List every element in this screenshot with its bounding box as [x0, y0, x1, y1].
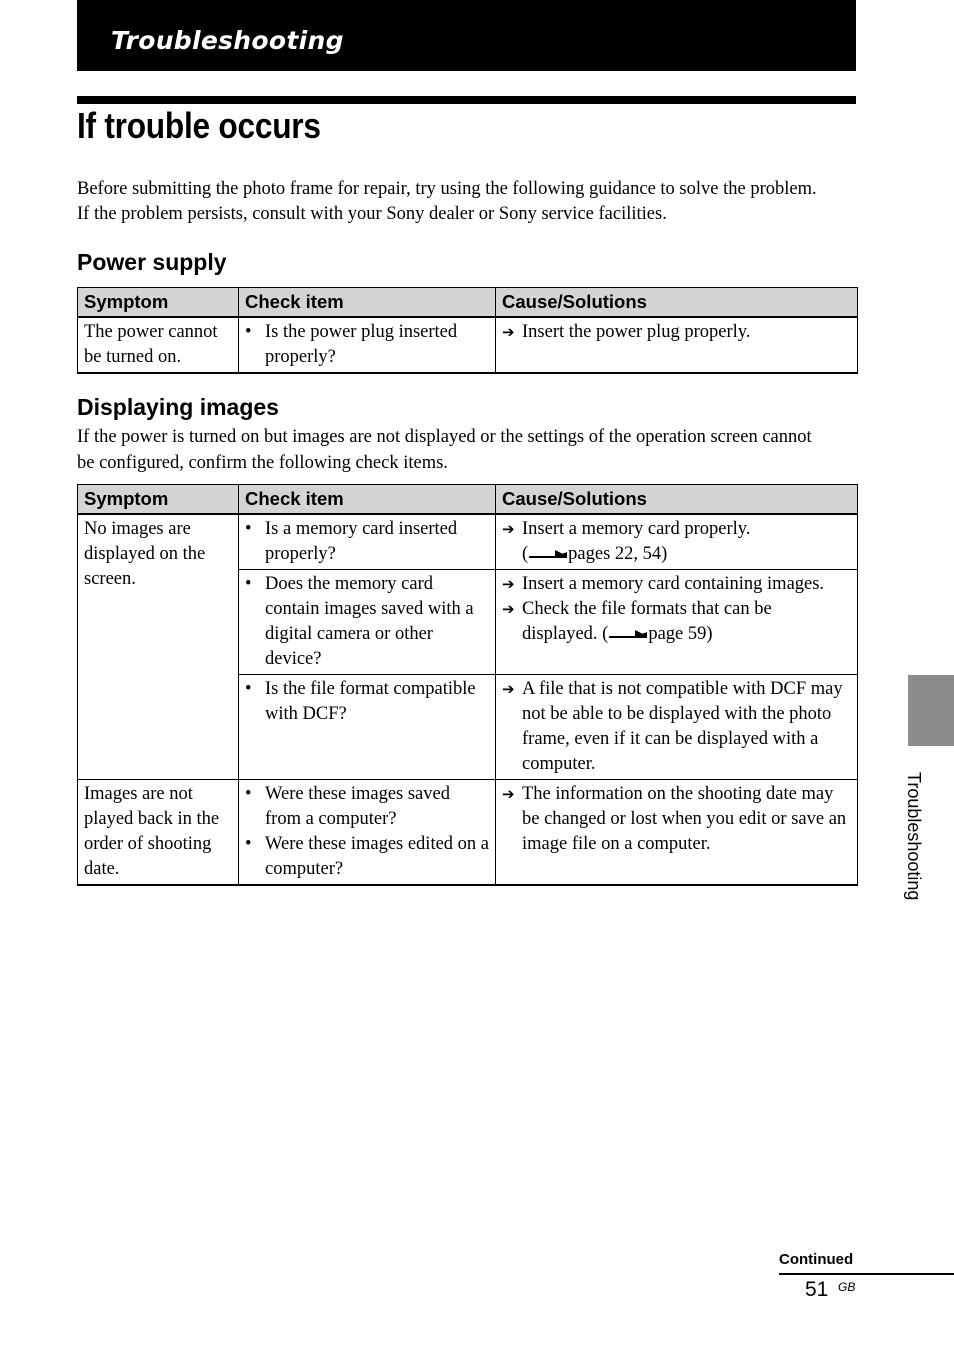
- symptom-cell: Images are not played back in the order of shooting date.: [78, 780, 239, 886]
- check-cell: [239, 317, 496, 373]
- page-reference-text: page 59): [648, 624, 713, 644]
- intro-line: Before submitting the photo frame for repair, try using the following guidance to solve the problem.: [77, 179, 817, 199]
- solution-cell: [496, 780, 858, 886]
- continued-label: Continued: [779, 1251, 854, 1268]
- description-line: be configured, confirm the following check items.: [77, 453, 448, 473]
- table-header-row: [78, 288, 858, 318]
- arrow-marker-icon: ➔: [502, 575, 515, 593]
- page-reference-arrow-icon: [609, 630, 647, 640]
- displaying-images-heading: Displaying images: [77, 394, 279, 420]
- solution-cell: [496, 675, 858, 780]
- check-cell: [239, 514, 496, 570]
- page-region-code: GB: [838, 1280, 856, 1294]
- page-title: If trouble occurs: [77, 105, 321, 146]
- section-banner: [77, 0, 856, 71]
- bullet-marker: •: [245, 322, 252, 342]
- check-text: Is a memory card inserted properly?: [265, 519, 458, 564]
- solution-cell: [496, 317, 858, 373]
- solution-text: The information on the shooting date may be changed or lost when you edit or save an image file on a computer.: [522, 784, 847, 854]
- check-text: Were these images edited on a computer?: [265, 834, 490, 879]
- displaying-images-description: [77, 424, 867, 476]
- header-symptom: Symptom: [78, 288, 239, 318]
- table-row: [78, 317, 858, 373]
- intro-line: If the problem persists, consult with your Sony dealer or Sony service facilities.: [77, 204, 667, 224]
- ref-open: (: [522, 544, 529, 564]
- arrow-marker-icon: ➔: [502, 323, 515, 341]
- description-line: If the power is turned on but images are not displayed or the settings of the operation screen cannot: [77, 427, 812, 447]
- symptom-cell: No images are displayed on the screen.: [78, 514, 239, 780]
- table-header-row: [78, 485, 858, 515]
- solution-text: Insert the power plug properly.: [522, 322, 751, 342]
- side-section-label: Troubleshooting: [904, 772, 924, 901]
- page-reference-text: pages 22, 54): [568, 544, 668, 564]
- footer-rule: [779, 1273, 954, 1275]
- header-check-item: Check item: [239, 288, 496, 318]
- solution-cell: [496, 570, 858, 675]
- check-text: Is the file format compatible with DCF?: [265, 679, 476, 724]
- intro-paragraph: [77, 177, 867, 227]
- check-text: Is the power plug inserted properly?: [265, 322, 458, 367]
- solution-text: [522, 517, 851, 567]
- header-cause-solutions: Cause/Solutions: [496, 288, 858, 318]
- check-cell: [239, 570, 496, 675]
- solution-text: A file that is not compatible with DCF may not be able to be displayed with the photo frame, even if it can be displayed with a computer.: [522, 679, 843, 774]
- check-text: Were these images saved from a computer?: [265, 784, 450, 829]
- bullet-marker: •: [245, 519, 252, 539]
- bullet-marker: •: [245, 679, 252, 699]
- check-cell: [239, 780, 496, 886]
- solution-cell: [496, 514, 858, 570]
- arrow-marker-icon: ➔: [502, 680, 515, 698]
- symptom-cell: The power cannot be turned on.: [78, 317, 239, 373]
- check-text: Does the memory card contain images saved with a digital camera or other device?: [265, 574, 474, 669]
- solution-line: Check the file formats that can be displayed. (: [522, 599, 772, 644]
- solution-text: Insert a memory card containing images.: [522, 574, 825, 594]
- bullet-marker: •: [245, 784, 252, 804]
- table-row: [78, 780, 858, 886]
- header-cause-solutions: Cause/Solutions: [496, 485, 858, 515]
- title-rule: [77, 96, 856, 104]
- power-supply-heading: Power supply: [77, 249, 227, 275]
- solution-line: Insert a memory card properly.: [522, 519, 751, 539]
- header-symptom: Symptom: [78, 485, 239, 515]
- header-check-item: Check item: [239, 485, 496, 515]
- solution-text: [522, 597, 851, 647]
- table-row: [78, 514, 858, 570]
- bullet-marker: •: [245, 834, 252, 854]
- arrow-marker-icon: ➔: [502, 785, 515, 803]
- displaying-images-table: [77, 484, 858, 886]
- power-supply-table: [77, 287, 858, 374]
- check-cell: [239, 675, 496, 780]
- bullet-marker: •: [245, 574, 252, 594]
- page-number: 51: [805, 1278, 829, 1301]
- arrow-marker-icon: ➔: [502, 520, 515, 538]
- side-section-tab: [908, 675, 954, 746]
- page-reference-arrow-icon: [529, 550, 567, 560]
- section-banner-title: Troubleshooting: [111, 26, 344, 55]
- arrow-marker-icon: ➔: [502, 600, 515, 618]
